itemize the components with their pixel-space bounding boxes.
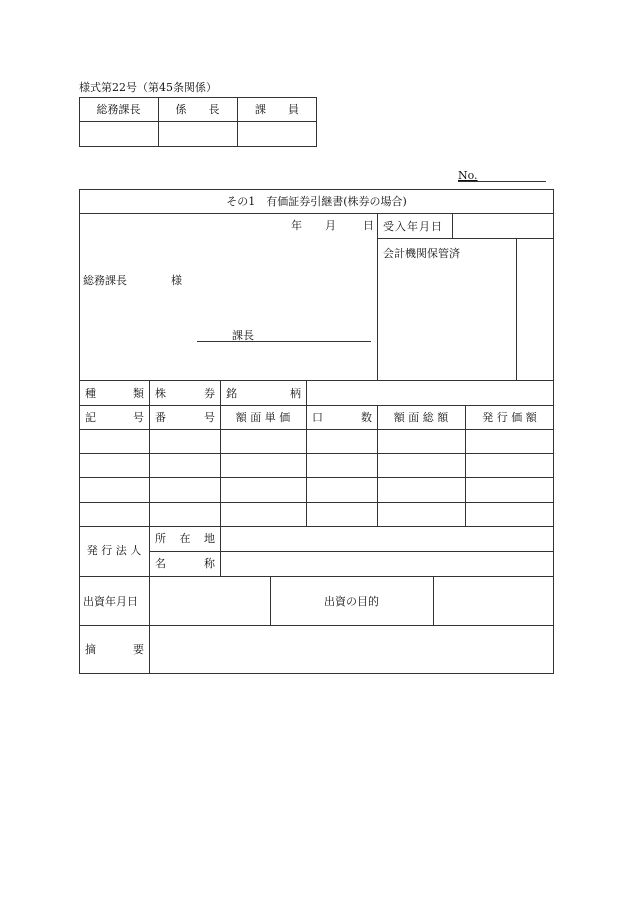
row2-unit-face-value: 額 面 単 価 bbox=[235, 411, 291, 424]
row2-issue-price: 発 行 価 額 bbox=[482, 411, 537, 424]
addressee: 総務課長 様 bbox=[83, 274, 182, 287]
remarks-label: 摘 要 bbox=[85, 643, 144, 656]
form-number: 様式第22号（第45条関係） bbox=[79, 81, 217, 94]
received-date-label: 受入年月日 bbox=[383, 220, 443, 233]
row2-total-face-value: 額 面 総 額 bbox=[393, 411, 449, 424]
row1-brand: 銘 柄 bbox=[226, 387, 301, 400]
doc-number-underline bbox=[458, 181, 546, 182]
investment-date-label: 出資年月日 bbox=[83, 595, 138, 608]
approval-col-staff: 課 員 bbox=[255, 103, 299, 116]
date-month-label: 月 bbox=[325, 219, 336, 232]
row1-kind: 種 類 bbox=[85, 387, 144, 400]
issuer-label: 発 行 法 人 bbox=[86, 544, 142, 557]
approval-col-general-affairs-chief: 総務課長 bbox=[96, 103, 141, 116]
row2-symbol: 記 号 bbox=[85, 411, 144, 424]
issuer-name-label: 名 称 bbox=[155, 557, 215, 570]
date-day-label: 日 bbox=[363, 219, 374, 232]
section-chief-line bbox=[197, 341, 371, 342]
accounting-storage-label: 会計機関保管済 bbox=[383, 247, 460, 260]
row2-number: 番 号 bbox=[155, 411, 215, 424]
section-chief-label: 課長 bbox=[232, 329, 254, 342]
form-title: その1 有価証券引継書(株券の場合) bbox=[226, 195, 407, 208]
row2-units: 口 数 bbox=[312, 411, 372, 424]
row1-stock-certificate: 株 券 bbox=[155, 387, 215, 400]
issuer-address-label: 所 在 地 bbox=[155, 532, 215, 545]
approval-col-subsection-chief: 係 長 bbox=[175, 103, 220, 116]
investment-purpose-label: 出資の目的 bbox=[324, 595, 379, 608]
doc-number-label: No. bbox=[458, 169, 478, 182]
date-year-label: 年 bbox=[291, 219, 302, 232]
